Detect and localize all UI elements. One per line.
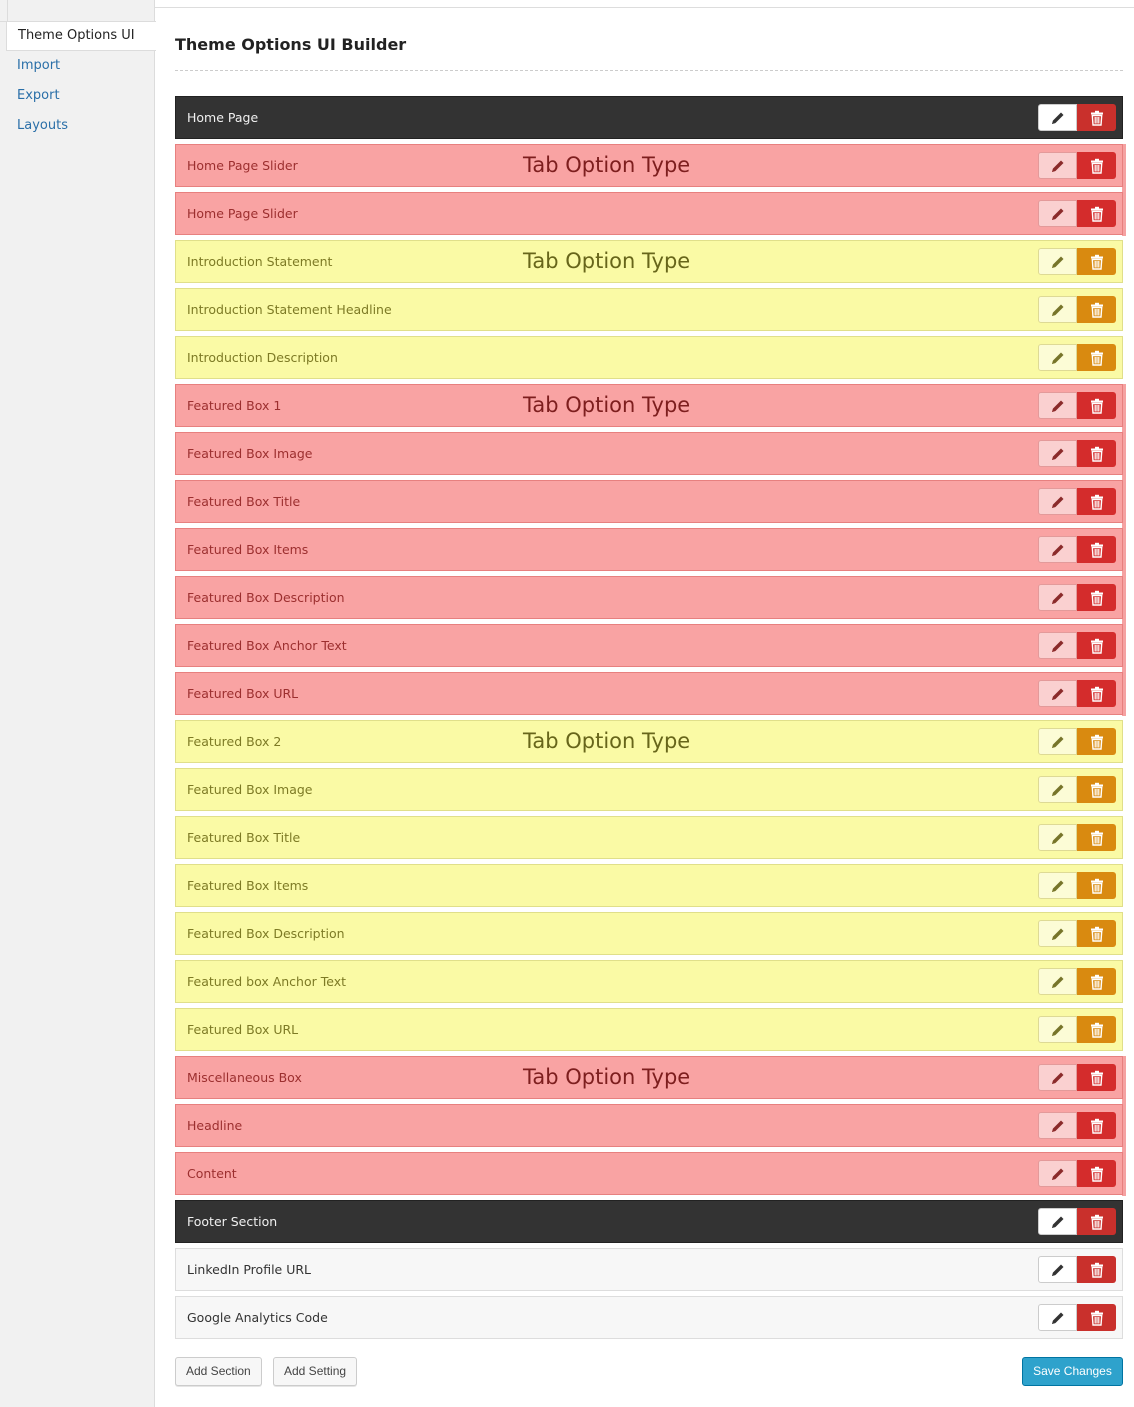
option-label: Home Page Slider [187, 158, 298, 173]
page-title: Theme Options UI Builder [175, 35, 407, 54]
pencil-icon [1050, 110, 1066, 126]
delete-button[interactable] [1077, 1112, 1116, 1139]
edit-button[interactable] [1038, 200, 1077, 227]
trash-icon [1090, 494, 1104, 510]
pencil-icon [1050, 1214, 1066, 1230]
trash-icon [1090, 1262, 1104, 1278]
pencil-icon [1050, 590, 1066, 606]
edit-button[interactable] [1038, 440, 1077, 467]
pencil-icon [1050, 974, 1066, 990]
add-setting-button[interactable]: Add Setting [273, 1357, 357, 1386]
option-label: Featured Box Description [187, 590, 345, 605]
row-actions [1038, 1112, 1116, 1139]
sidebar [0, 0, 155, 1407]
pencil-icon [1050, 1262, 1066, 1278]
option-label: Featured Box 2 [187, 734, 282, 749]
option-type-annotation: Tab Option Type [523, 1065, 691, 1089]
delete-button[interactable] [1077, 248, 1116, 275]
row-actions [1038, 200, 1116, 227]
option-label: Featured box Anchor Text [187, 974, 347, 989]
pencil-icon [1050, 1022, 1066, 1038]
edit-button[interactable] [1038, 152, 1077, 179]
edit-button[interactable] [1038, 680, 1077, 707]
row-actions [1038, 824, 1116, 851]
trash-icon [1090, 206, 1104, 222]
edit-button[interactable] [1038, 728, 1077, 755]
pencil-icon [1050, 398, 1066, 414]
option-type-annotation: Tab Option Type [523, 153, 691, 177]
delete-button[interactable] [1077, 776, 1116, 803]
trash-icon [1090, 1070, 1104, 1086]
delete-button[interactable] [1077, 344, 1116, 371]
row-actions [1038, 440, 1116, 467]
option-row[interactable] [175, 1056, 1123, 1099]
edit-button[interactable] [1038, 536, 1077, 563]
option-label: Featured Box URL [187, 686, 299, 701]
option-type-annotation: Tab Option Type [523, 393, 691, 417]
option-label: LinkedIn Profile URL [187, 1262, 311, 1277]
delete-button[interactable] [1077, 1064, 1116, 1091]
option-label: Google Analytics Code [187, 1310, 328, 1325]
delete-button[interactable] [1077, 296, 1116, 323]
top-border [155, 7, 1134, 8]
delete-button[interactable] [1077, 1304, 1116, 1331]
edit-button[interactable] [1038, 584, 1077, 611]
option-label: Headline [187, 1118, 243, 1133]
option-row[interactable] [175, 1008, 1123, 1051]
add-section-button[interactable]: Add Section [175, 1357, 262, 1386]
delete-button[interactable] [1077, 1208, 1116, 1235]
delete-button[interactable] [1077, 872, 1116, 899]
option-row[interactable] [175, 1200, 1123, 1243]
delete-button[interactable] [1077, 1160, 1116, 1187]
trash-icon [1090, 302, 1104, 318]
pencil-icon [1050, 926, 1066, 942]
option-label: Featured Box Items [187, 542, 309, 557]
option-row[interactable] [175, 816, 1123, 859]
edit-button[interactable] [1038, 248, 1077, 275]
row-actions [1038, 776, 1116, 803]
edit-button[interactable] [1038, 344, 1077, 371]
option-label: Footer Section [187, 1214, 278, 1229]
trash-icon [1090, 974, 1104, 990]
row-actions [1038, 968, 1116, 995]
option-label: Featured Box Image [187, 782, 313, 797]
pencil-icon [1050, 350, 1066, 366]
option-row[interactable] [175, 528, 1123, 571]
edit-button[interactable] [1038, 872, 1077, 899]
option-label: Home Page [187, 110, 259, 125]
pencil-icon [1050, 782, 1066, 798]
trash-icon [1090, 350, 1104, 366]
option-label: Featured Box Items [187, 878, 309, 893]
trash-icon [1090, 638, 1104, 654]
delete-button[interactable] [1077, 920, 1116, 947]
delete-button[interactable] [1077, 392, 1116, 419]
option-row[interactable] [175, 864, 1123, 907]
trash-icon [1090, 590, 1104, 606]
pencil-icon [1050, 638, 1066, 654]
option-label: Featured Box Image [187, 446, 313, 461]
option-row[interactable] [175, 288, 1123, 331]
row-actions [1038, 104, 1116, 131]
option-label: Featured Box Title [187, 830, 301, 845]
delete-button[interactable] [1077, 440, 1116, 467]
pencil-icon [1050, 542, 1066, 558]
edit-button[interactable] [1038, 968, 1077, 995]
pencil-icon [1050, 302, 1066, 318]
pencil-icon [1050, 734, 1066, 750]
option-label: Featured Box URL [187, 1022, 299, 1037]
edit-button[interactable] [1038, 1208, 1077, 1235]
delete-button[interactable] [1077, 200, 1116, 227]
option-label: Featured Box 1 [187, 398, 282, 413]
sidebar-item-export[interactable]: Export [17, 88, 60, 103]
option-label: Miscellaneous Box [187, 1070, 302, 1085]
delete-button[interactable] [1077, 632, 1116, 659]
title-divider [175, 70, 1123, 71]
row-actions [1038, 344, 1116, 371]
trash-icon [1090, 398, 1104, 414]
trash-icon [1090, 254, 1104, 270]
option-type-annotation: Tab Option Type [523, 729, 691, 753]
option-row[interactable] [175, 240, 1123, 283]
edit-button[interactable] [1038, 824, 1077, 851]
option-label: Featured Box Description [187, 926, 345, 941]
delete-button[interactable] [1077, 104, 1116, 131]
trash-icon [1090, 734, 1104, 750]
option-row[interactable] [175, 192, 1123, 235]
edit-button[interactable] [1038, 488, 1077, 515]
trash-icon [1090, 542, 1104, 558]
delete-button[interactable] [1077, 824, 1116, 851]
option-row[interactable] [175, 912, 1123, 955]
delete-button[interactable] [1077, 1256, 1116, 1283]
pencil-icon [1050, 878, 1066, 894]
option-row[interactable] [175, 1152, 1123, 1195]
sidebar-item-theme-options-ui[interactable]: Theme Options UI [6, 21, 156, 51]
edit-button[interactable] [1038, 776, 1077, 803]
row-actions [1038, 872, 1116, 899]
option-row[interactable] [175, 720, 1123, 763]
option-row[interactable] [175, 672, 1123, 715]
trash-icon [1090, 110, 1104, 126]
row-actions [1038, 680, 1116, 707]
row-actions [1038, 1064, 1116, 1091]
option-row[interactable] [175, 1104, 1123, 1147]
delete-button[interactable] [1077, 728, 1116, 755]
option-label: Introduction Description [187, 350, 338, 365]
pencil-icon [1050, 1070, 1066, 1086]
delete-button[interactable] [1077, 488, 1116, 515]
option-label: Introduction Statement Headline [187, 302, 392, 317]
row-actions [1038, 392, 1116, 419]
option-row[interactable] [175, 432, 1123, 475]
edit-button[interactable] [1038, 1160, 1077, 1187]
option-label: Content [187, 1166, 237, 1181]
trash-icon [1090, 830, 1104, 846]
delete-button[interactable] [1077, 584, 1116, 611]
trash-icon [1090, 1118, 1104, 1134]
row-actions [1038, 1208, 1116, 1235]
row-actions [1038, 1016, 1116, 1043]
edit-button[interactable] [1038, 1304, 1077, 1331]
delete-button[interactable] [1077, 152, 1116, 179]
pencil-icon [1050, 1118, 1066, 1134]
edit-button[interactable] [1038, 1256, 1077, 1283]
pencil-icon [1050, 158, 1066, 174]
edit-button[interactable] [1038, 1112, 1077, 1139]
trash-icon [1090, 782, 1104, 798]
option-label: Featured Box Anchor Text [187, 638, 347, 653]
option-label: Introduction Statement [187, 254, 333, 269]
edit-button[interactable] [1038, 920, 1077, 947]
trash-icon [1090, 1214, 1104, 1230]
edit-button[interactable] [1038, 296, 1077, 323]
trash-icon [1090, 446, 1104, 462]
pencil-icon [1050, 686, 1066, 702]
pencil-icon [1050, 1166, 1066, 1182]
sidebar-item-import[interactable]: Import [17, 58, 61, 73]
option-row[interactable] [175, 384, 1123, 427]
row-actions [1038, 632, 1116, 659]
save-changes-button[interactable]: Save Changes [1022, 1357, 1123, 1386]
option-label: Featured Box Title [187, 494, 301, 509]
edit-button[interactable] [1038, 392, 1077, 419]
option-type-annotation: Tab Option Type [523, 249, 691, 273]
edit-button[interactable] [1038, 632, 1077, 659]
row-actions [1038, 1256, 1116, 1283]
trash-icon [1090, 1022, 1104, 1038]
edit-button[interactable] [1038, 104, 1077, 131]
pencil-icon [1050, 254, 1066, 270]
option-row[interactable] [175, 768, 1123, 811]
option-row[interactable] [175, 480, 1123, 523]
pencil-icon [1050, 494, 1066, 510]
trash-icon [1090, 1166, 1104, 1182]
pencil-icon [1050, 446, 1066, 462]
trash-icon [1090, 878, 1104, 894]
option-row[interactable] [175, 960, 1123, 1003]
delete-button[interactable] [1077, 680, 1116, 707]
trash-icon [1090, 926, 1104, 942]
option-row[interactable] [175, 576, 1123, 619]
option-row[interactable] [175, 1296, 1123, 1339]
pencil-icon [1050, 206, 1066, 222]
edit-button[interactable] [1038, 1064, 1077, 1091]
option-row[interactable] [175, 144, 1123, 187]
row-actions [1038, 728, 1116, 755]
edit-button[interactable] [1038, 1016, 1077, 1043]
option-row[interactable] [175, 96, 1123, 139]
pencil-icon [1050, 1310, 1066, 1326]
option-label: Home Page Slider [187, 206, 298, 221]
delete-button[interactable] [1077, 968, 1116, 995]
sidebar-item-layouts[interactable]: Layouts [17, 118, 68, 133]
option-row[interactable] [175, 336, 1123, 379]
row-actions [1038, 1160, 1116, 1187]
row-actions [1038, 296, 1116, 323]
trash-icon [1090, 158, 1104, 174]
row-actions [1038, 536, 1116, 563]
row-actions [1038, 248, 1116, 275]
sidebar-top-strip [0, 0, 155, 22]
pencil-icon [1050, 830, 1066, 846]
row-actions [1038, 488, 1116, 515]
delete-button[interactable] [1077, 1016, 1116, 1043]
delete-button[interactable] [1077, 536, 1116, 563]
row-actions [1038, 1304, 1116, 1331]
row-actions [1038, 152, 1116, 179]
option-row[interactable] [175, 624, 1123, 667]
option-row[interactable] [175, 1248, 1123, 1291]
row-actions [1038, 584, 1116, 611]
trash-icon [1090, 686, 1104, 702]
row-actions [1038, 920, 1116, 947]
trash-icon [1090, 1310, 1104, 1326]
